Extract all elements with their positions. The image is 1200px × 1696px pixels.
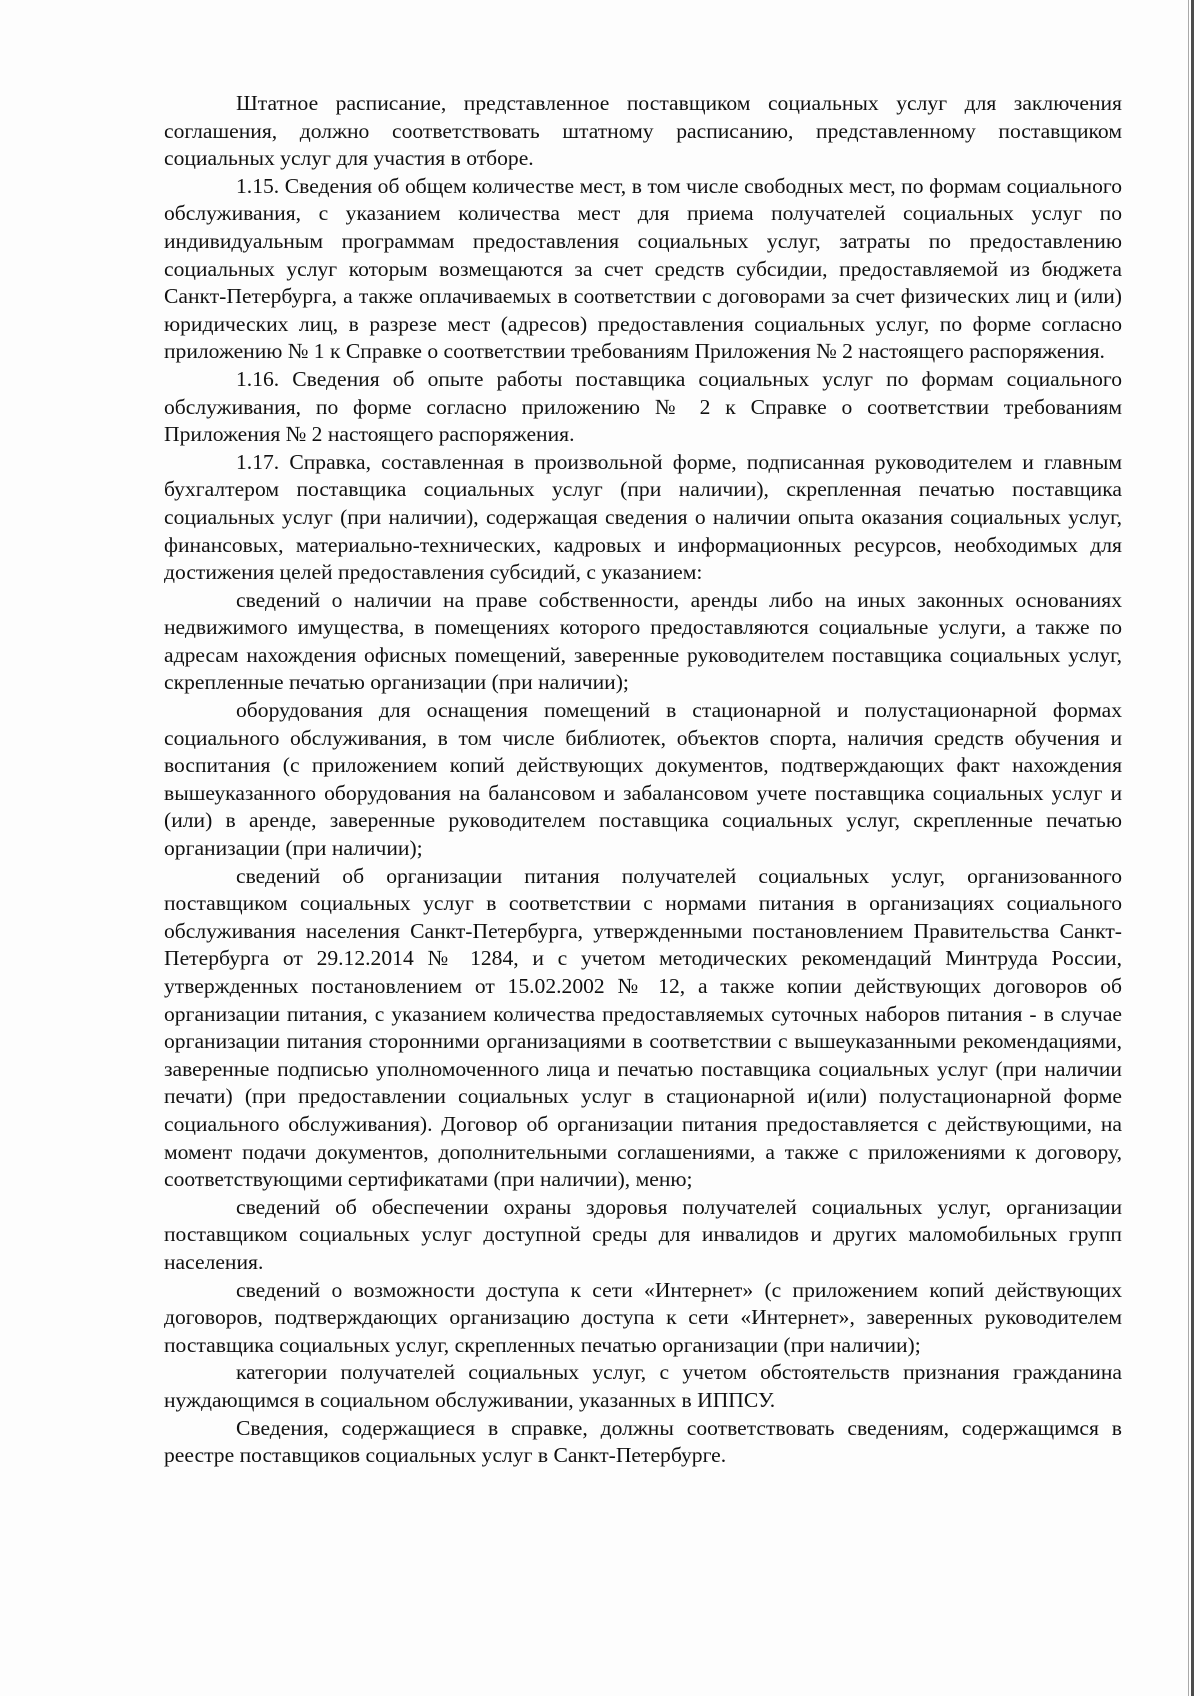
paragraph-equipment: оборудования для оснащения помещений в стационарной и полустационарной формах социального обслуживания, в том числе библиотек, объектов спорта, наличия средств обучения и воспитания (с приложением копий действующих документов, подтверждающих факт нахождения вышеуказанного оборудования на балансовом и забалансовом учете поставщика социальных услуг и (или) в аренде, заверенные руководителем поставщика социальных услуг, скрепленные печатью организации (при наличии); xyxy=(164,698,1122,861)
paragraph-internet-access: сведений о возможности доступа к сети «Интернет» (с приложением копий действующих договоров, подтверждающих организацию доступа к сети «Интернет», заверенных руководителем поставщика социальных услуг, скрепленных печатью организации (при наличии); xyxy=(164,1277,1122,1357)
paragraph-health-protection: сведений об обеспечении охраны здоровья получателей социальных услуг, организации поставщиком социальных услуг доступной среды для инвалидов и других маломобильных групп населения. xyxy=(164,1194,1122,1274)
document-body xyxy=(164,90,1122,1470)
paragraph-1-16: 1.16. Сведения об опыте работы поставщика социальных услуг по формам социального обслуживания, по форме согласно приложению № 2 к Справке о соответствии требованиям Приложения № 2 настоящего распоряжения. xyxy=(164,366,1122,447)
scan-border-line xyxy=(1191,0,1194,1696)
paragraph-nutrition: сведений об организации питания получателей социальных услуг, организованного поставщиком социальных услуг в соответствии с нормами питания в организациях социального обслуживания населения Санкт-Петербурга, утвержденными постановлением Правительства Санкт-Петербурга от 29.12.2014 № 1284, и с учетом методических рекомендаций Минтруда России, утвержденных постановлением от 15.02.2002 № 12, а также копии действующих договоров об организации питания, с указанием количества предоставляемых суточных наборов питания - в случае организации питания сторонними организациями в соответствии с вышеуказанными рекомендациями, заверенные подписью уполномоченного лица и печатью поставщика социальных услуг (при наличии печати) (при предоставлении социальных услуг в стационарной и(или) полустационарной форме социального обслуживания). Договор об организации питания предоставляется с действующими, на момент подачи документов, дополнительными соглашениями, а также с приложениями к договору, соответствующими сертификатами (при наличии), меню; xyxy=(164,863,1122,1192)
paragraph-property-info: сведений о наличии на праве собственности, аренды либо на иных законных основаниях недвижимого имущества, в помещениях которого предоставляются социальные услуги, а также по адресам нахождения офисных помещений, заверенные руководителем поставщика социальных услуг, скрепленные печатью организации (при наличии); xyxy=(164,587,1122,695)
scan-border-shadow xyxy=(1188,0,1189,1696)
paragraph-1-15: 1.15. Сведения об общем количестве мест, в том числе свободных мест, по формам социального обслуживания, с указанием количества мест для приема получателей социальных услуг по индивидуальным программам предоставления социальных услуг, затраты по предоставлению социальных услуг которым возмещаются за счет средств субсидии, предоставляемой из бюджета Санкт-Петербурга, а также оплачиваемых в соответствии с договорами за счет физических лиц и (или) юридических лиц, в разрезе мест (адресов) предоставления социальных услуг, по форме согласно приложению № 1 к Справке о соответствии требованиям Приложения № 2 настоящего распоряжения. xyxy=(164,173,1122,364)
paragraph-staff-schedule: Штатное расписание, представленное поставщиком социальных услуг для заключения соглашения, должно соответствовать штатному расписанию, представленному поставщиком социальных услуг для участия в отборе. xyxy=(164,91,1122,171)
paragraph-1-17: 1.17. Справка, составленная в произвольной форме, подписанная руководителем и главным бухгалтером поставщика социальных услуг (при наличии), скрепленная печатью поставщика социальных услуг (при наличии), содержащая сведения о наличии опыта оказания социальных услуг, финансовых, материально-технических, кадровых и информационных ресурсов, необходимых для достижения целей предоставления субсидий, с указанием: xyxy=(164,449,1122,585)
paragraph-registry-match: Сведения, содержащиеся в справке, должны соответствовать сведениям, содержащимся в реестре поставщиков социальных услуг в Санкт-Петербурге. xyxy=(164,1415,1122,1468)
paragraph-recipient-categories: категории получателей социальных услуг, с учетом обстоятельств признания гражданина нуждающимся в социальном обслуживании, указанных в ИППСУ. xyxy=(164,1360,1122,1412)
